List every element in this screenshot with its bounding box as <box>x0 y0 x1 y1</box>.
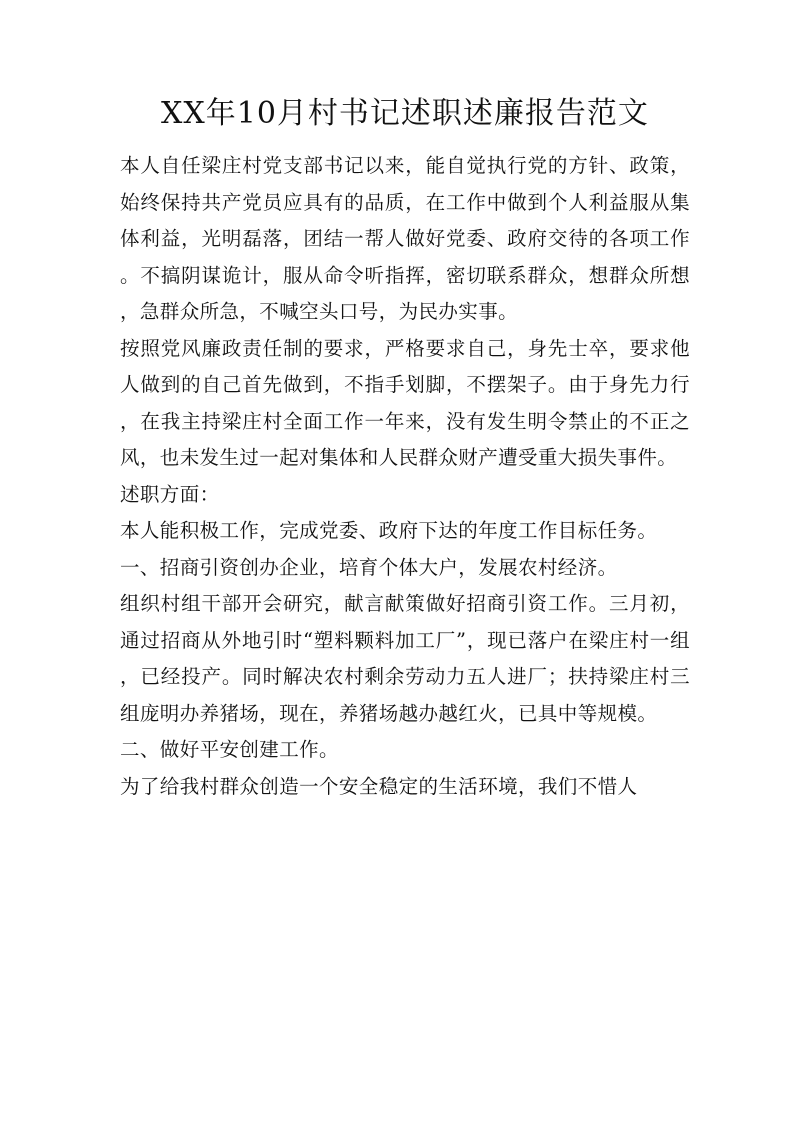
document-body <box>120 148 690 805</box>
paragraph-investment: 组织村组干部开会研究，献言献策做好招商引资工作。三月初，通过招商从外地引时“塑料颗料加工厂”，现已落户在梁庄村一组，已经投产。同时解决农村剩余劳动力五人进厂；扶持梁庄村三组庞明办养猪场，现在，养猪场越办越红火，已具中等规模。 <box>120 592 690 725</box>
paragraph-integrity: 按照党风廉政责任制的要求，严格要求自己，身先士卒，要求他人做到的自己首先做到，不指手划脚，不摆架子。由于身先力行，在我主持梁庄村全面工作一年来，没有发生明令禁止的不正之风，也未发生过一起对集体和人民群众财产遭受重大损失事件。 <box>120 336 690 469</box>
paragraph-safety: 为了给我村群众创造一个安全稳定的生活环境，我们不惜人 <box>120 774 638 798</box>
paragraph-intro: 本人自任梁庄村党支部书记以来，能自觉执行党的方针、政策，始终保持共产党员应具有的品质，在工作中做到个人利益服从集体利益，光明磊落，团结一帮人做好党委、政府交待的各项工作。不搞阴谋诡计，服从命令听指挥，密切联系群众，想群众所想，急群众所急，不喊空头口号，为民办实事。 <box>120 154 690 323</box>
document-title: XX年10月村书记述职述廉报告范文 <box>161 96 649 131</box>
section-heading-duties: 述职方面： <box>120 482 220 506</box>
paragraph-annual-goals: 本人能积极工作，完成党委、政府下达的年度工作目标任务。 <box>120 519 658 542</box>
section-heading-investment: 一、招商引资创办企业，培育个体大户，发展农村经济。 <box>120 555 618 579</box>
section-heading-safety: 二、做好平安创建工作。 <box>120 738 339 761</box>
